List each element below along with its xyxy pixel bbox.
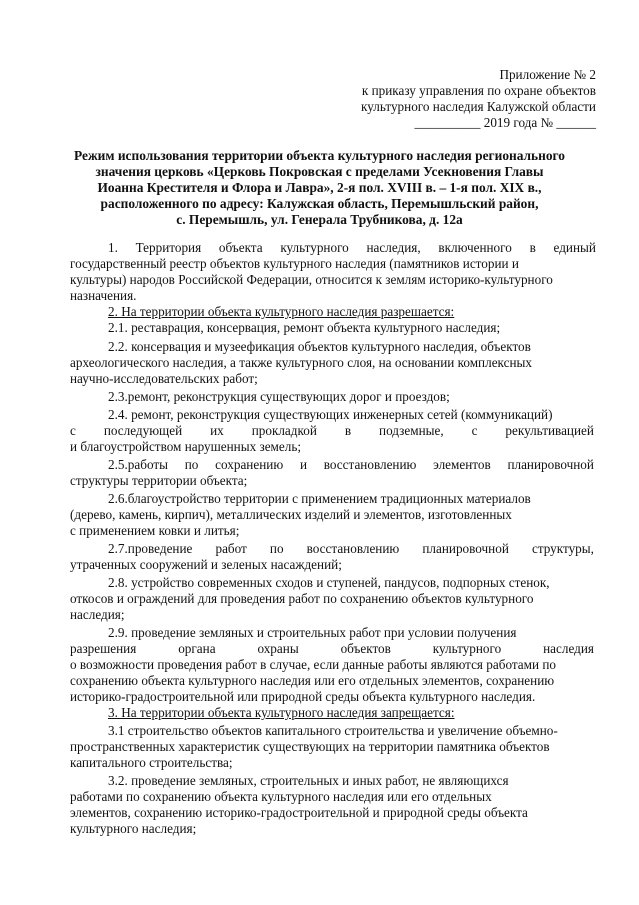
item-2-1: 2.1. реставрация, консервация, ремонт объекта культурного наследия; (108, 320, 501, 335)
paragraph-1-line-4: назначения. (70, 288, 137, 303)
paragraph-1-line-3: культуры) народов Российской Федерации, относится к землям историко-культурного (70, 272, 553, 287)
item-2-3: 2.3.ремонт, реконструкция существующих дорог и проездов; (108, 389, 450, 404)
paragraph-1-line-1: 1. Территория объекта культурного наследия, включенного в единый (108, 240, 596, 255)
item-3-2-line-3: элементов, сохранению историко-градостроительной и природной среды объекта (70, 805, 528, 820)
title-line-1: Режим использования территории объекта культурного наследия регионального (74, 148, 565, 163)
item-2-7-line-1: 2.7.проведение работ по восстановлению планировочной структуры, (108, 541, 594, 556)
title-line-3: Иоанна Крестителя и Флора и Лавра», 2-я пол. XVIII в. – 1-я пол. XIX в., (97, 180, 542, 195)
item-2-8-line-1: 2.8. устройство современных сходов и ступеней, пандусов, подпорных стенок, (108, 575, 550, 590)
item-2-4-line-3: и благоустройством нарушенных земель; (70, 439, 302, 454)
section-3-heading: 3. На территории объекта культурного наследия запрещается: (108, 705, 455, 720)
item-2-6-line-1: 2.6.благоустройство территории с применением традиционных материалов (108, 491, 531, 506)
item-2-4-line-1: 2.4. ремонт, реконструкция существующих инженерных сетей (коммуникаций) (108, 407, 553, 422)
order-reference: к приказу управления по охране объектов (361, 83, 596, 98)
item-2-5-line-1: 2.5.работы по сохранению и восстановлению элементов планировочной (108, 457, 594, 472)
issuing-authority: культурного наследия Калужской области (361, 99, 596, 114)
item-2-9-line-1: 2.9. проведение земляных и строительных работ при условии получения (108, 625, 517, 640)
item-3-1-line-1: 3.1 строительство объектов капитального строительства и увеличение объемно- (108, 723, 558, 738)
appendix-number: Приложение № 2 (499, 67, 596, 82)
item-2-2-line-3: научно-исследовательских работ; (70, 371, 258, 386)
title-line-5: с. Перемышль, ул. Генерала Трубникова, д. 12а (176, 212, 463, 227)
item-2-5-line-2: структуры территории объекта; (70, 473, 248, 488)
paragraph-1-line-2: государственный реестр объектов культурного наследия (памятников истории и (70, 256, 519, 271)
item-2-2-line-1: 2.2. консервация и музеефикация объектов культурного наследия, объектов (108, 339, 531, 354)
item-2-6-line-3: с применением ковки и литья; (70, 523, 240, 538)
section-2-heading: 2. На территории объекта культурного наследия разрешается: (108, 304, 455, 319)
item-2-8-line-2: откосов и ограждений для проведения работ по сохранению объектов культурного (70, 591, 534, 606)
item-2-9-line-3: о возможности проведения работ в случае, если данные работы являются работами по (70, 657, 556, 672)
title-line-2: значения церковь «Церковь Покровская с пределами Усекновения Главы (95, 164, 544, 179)
item-2-9-line-4: сохранению объекта культурного наследия или его отдельных элементов, сохранению (70, 673, 555, 688)
item-2-6-line-2: (дерево, камень, кирпич), металлических изделий и элементов, изготовленных (70, 507, 512, 522)
item-3-2-line-2: работами по сохранению объекта культурного наследия или его отдельных (70, 789, 492, 804)
item-3-1-line-3: капитального строительства; (70, 755, 233, 770)
item-2-9-line-5: историко-градостроительной или природной среды объекта культурного наследия. (70, 689, 536, 704)
item-3-2-line-4: культурного наследия; (70, 821, 197, 836)
item-2-8-line-3: наследия; (70, 607, 125, 622)
item-2-9-line-2: разрешения органа охраны объектов культурного наследия (70, 641, 594, 656)
order-date-line: __________ 2019 года № ______ (414, 115, 596, 130)
item-3-1-line-2: пространственных характеристик существующих на территории памятника объектов (70, 739, 550, 754)
title-line-4: расположенного по адресу: Калужская область, Перемышльский район, (100, 196, 539, 211)
item-2-4-line-2: с последующей их прокладкой в подземные, с рекультивацией (70, 423, 594, 438)
item-3-2-line-1: 3.2. проведение земляных, строительных и иных работ, не являющихся (108, 773, 509, 788)
item-2-7-line-2: утраченных сооружений и зеленых насаждений; (70, 557, 342, 572)
item-2-2-line-2: археологического наследия, а также культурного слоя, на основании комплексных (70, 355, 532, 370)
